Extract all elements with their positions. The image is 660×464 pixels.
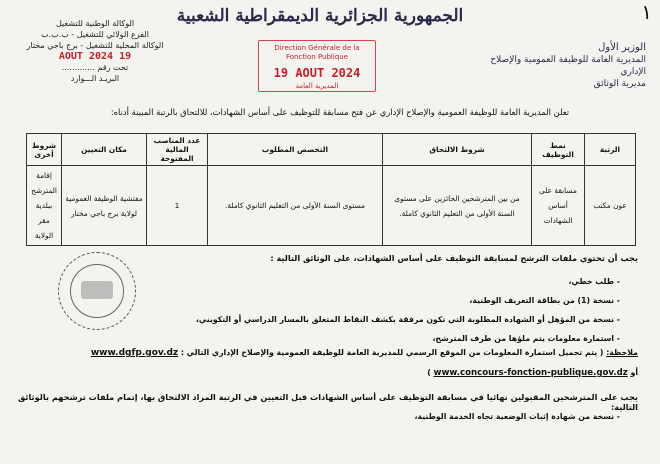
cell-access-conditions: من بين المترشحين الحائزين على مستوى السنة الأولى من التعليم الثانوي كاملة. xyxy=(383,166,532,246)
ministry-line: الوزير الأول xyxy=(598,42,646,53)
positions-table xyxy=(26,133,636,246)
list-item: - نسخة (1) من بطاقة التعريف الوطنية، xyxy=(190,296,620,305)
col-open-positions: عدد المناصب المالية المفتوحة xyxy=(147,134,208,166)
list-item: - نسخة من المؤهل أو الشهادة المطلوبة التي تكون مرفقة بكشف النقاط المتعلق بالمسار الدراسي أو التكويني، xyxy=(190,315,620,324)
stamp-header: Direction Générale de la Fonction Publique xyxy=(274,44,360,61)
stamp-line: البريـد الـــوارد xyxy=(70,74,120,83)
announcement-intro: تعلن المديرية العامة للوظيفة العمومية والإصلاح الإداري عن فتح مسابقة للتوظيف على أساس الشهادات، للالتحاق بالرتبة المبينة أدناه: xyxy=(110,107,570,117)
seal-emblem xyxy=(81,281,113,299)
note-text: ( يتم تحميل استمارة المعلومات من الموقع الرسمي للمديرية العامة للوظيفة العمومية والإصلاح الإداري التالي : xyxy=(180,348,604,357)
stamp-line: تحت رقم ............. xyxy=(61,63,129,72)
col-other-conditions: شروط أخرى xyxy=(27,134,62,166)
requirements-title: يجب أن تحتوي ملفات الترشح لمسابقة التوظيف على أساس الشهادات، على الوثائق التالية : xyxy=(270,253,638,263)
cell-recruitment-mode: مسابقة على أساس الشهادات xyxy=(532,166,585,246)
ministry-line: مديرية الوثائق xyxy=(593,79,646,89)
date-stamp xyxy=(258,40,376,92)
note-or: أو xyxy=(630,368,638,377)
final-requirements-list xyxy=(415,412,620,421)
note-label: ملاحظة: xyxy=(606,348,638,357)
col-grade: الرتبة xyxy=(585,134,636,166)
col-assignment-place: مكان التعيين xyxy=(62,134,147,166)
page-number: ١ xyxy=(641,0,652,24)
ministry-header xyxy=(476,42,646,90)
note-paragraph xyxy=(18,343,638,383)
page-title: الجمهورية الجزائرية الديمقراطية الشعبية xyxy=(176,6,464,26)
col-access-conditions: شروط الالتحاق xyxy=(383,134,532,166)
stamp-footer: المديرية العامة xyxy=(295,82,339,90)
cell-grade: عون مكتب xyxy=(585,166,636,246)
final-requirements-title: يجب على المترشحين المقبولين نهائيا في مسابقة التوظيف على أساس الشهادات قبل التعيين في الرتبة المراد الالتحاق بها، إتمام ملفات ترشحهم بالوثائق التالية: xyxy=(18,392,638,412)
table-header-row xyxy=(27,134,636,166)
official-seal xyxy=(58,252,136,330)
stamp-date: 19 AOUT 2024 xyxy=(58,51,132,62)
cell-other-conditions: إقامة المترشح ببلدية مقر الولاية xyxy=(27,166,62,246)
cell-assignment-place: مفتشية الوظيفة العمومية لولاية برج باجي مختار xyxy=(62,166,147,246)
list-item: - استمارة معلومات يتم ملؤها من طرف المترشح، xyxy=(190,334,620,343)
col-specialty: التخصص المطلوب xyxy=(208,134,383,166)
cell-open-positions: 1 xyxy=(147,166,208,246)
requirements-list xyxy=(190,277,620,353)
stamp-date: 19 AOUT 2024 xyxy=(273,66,361,80)
reception-stamp xyxy=(20,18,170,84)
concours-link[interactable]: www.concours-fonction-publique.gov.dz xyxy=(433,368,628,378)
dgfp-link[interactable]: www.dgfp.gov.dz xyxy=(90,348,179,358)
stamp-line: الوكالة المحلية للتشغيل - برج باجي مختار xyxy=(26,41,164,50)
list-item: - نسخة من شهادة إثبات الوضعية تجاه الخدمة الوطنية، xyxy=(415,412,620,421)
ministry-line: المديرية العامة للوظيفة العمومية والإصلاح الإداري xyxy=(490,55,646,77)
stamp-line: الوكالة الوطنية للتشغيل xyxy=(55,19,135,28)
list-item: - طلب خطي، xyxy=(190,277,620,286)
col-recruitment-mode: نمط التوظيف xyxy=(532,134,585,166)
note-close: ) xyxy=(427,368,431,377)
table-row xyxy=(27,166,636,246)
cell-specialty: مستوى السنة الأولى من التعليم الثانوي كاملة. xyxy=(208,166,383,246)
stamp-line: الفرع الولائي للتشغيل - ب.ب.ب xyxy=(41,30,149,39)
